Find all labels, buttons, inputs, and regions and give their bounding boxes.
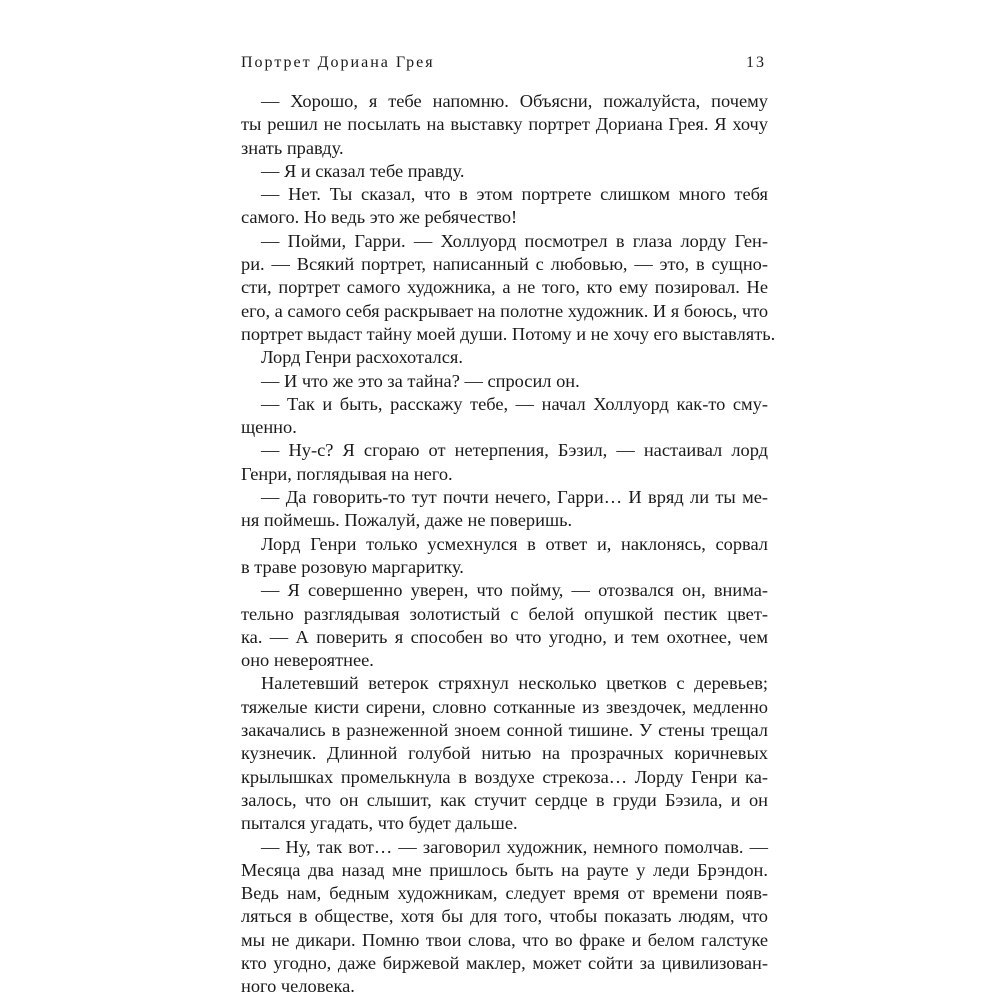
text-line: — Да говорить-то тут почти нечего, Гарри… И вряд ли ты ме- xyxy=(261,487,768,508)
text-line: Налетевший ветерок стряхнул несколько цветков с деревьев; xyxy=(261,673,768,694)
text-line: — Я совершенно уверен, что пойму, — отозвался он, внима- xyxy=(261,580,768,601)
text-line: ты решил не посылать на выставку портрет Дориана Грея. Я хочу xyxy=(241,114,768,135)
text-line: оно невероятнее. xyxy=(241,650,374,671)
text-line: пытался угадать, что будет дальше. xyxy=(241,813,518,834)
text-line: портрет выдаст тайну моей души. Потому и не хочу его выставлять. xyxy=(241,323,776,344)
text-line: ка. — А поверить я способен во что угодно, и тем охотнее, чем xyxy=(241,626,768,647)
text-line: Лорд Генри только усмехнулся в ответ и, наклонясь, сорвал xyxy=(261,533,768,554)
text-line: мы не дикари. Помню твои слова, что во фраке и белом галстуке xyxy=(241,929,768,950)
text-line: — Так и быть, расскажу тебе, — начал Холлуорд как-то сму- xyxy=(261,393,768,414)
text-line: сти, портрет самого художника, а не того, кто ему позировал. Не xyxy=(241,277,768,298)
text-line: самого. Но ведь это же ребячество! xyxy=(241,207,518,228)
text-line: — Пойми, Гарри. — Холлуорд посмотрел в глаза лорду Ген- xyxy=(261,230,768,251)
text-line: тяжелые кисти сирени, словно сотканные из звездочек, медленно xyxy=(241,696,768,717)
text-line: ри. — Всякий портрет, написанный с любовью, — это, в сущно- xyxy=(241,254,768,275)
text-line: — Я и сказал тебе правду. xyxy=(261,160,465,181)
text-line: тельно разглядывая золотистый с белой опушкой пестик цвет- xyxy=(241,603,768,624)
text-line: кто угодно, даже биржевой маклер, может сойти за цивилизован- xyxy=(241,952,768,973)
text-line: крылышках промелькнула в воздухе стрекоза… Лорду Генри ка- xyxy=(241,766,768,787)
text-line: Лорд Генри расхохотался. xyxy=(261,347,463,368)
text-line: его, а самого себя раскрывает на полотне художник. И я боюсь, что xyxy=(241,300,769,321)
text-line: знать правду. xyxy=(241,137,344,158)
text-line: — И что же это за тайна? — спросил он. xyxy=(261,370,580,391)
running-title: Портрет Дориана Грея xyxy=(241,54,435,71)
running-head xyxy=(241,52,766,74)
text-line: — Нет. Ты сказал, что в этом портрете слишком много тебя xyxy=(261,184,768,205)
text-line: ляться в обществе, хотя бы для того, чтобы показать людям, что xyxy=(241,906,768,927)
text-line: Месяца два назад мне пришлось быть на рауте у леди Брэндон. xyxy=(241,859,768,880)
text-line: Генри, поглядывая на него. xyxy=(241,463,453,484)
text-line: — Ну, так вот… — заговорил художник, немного помолчав. — xyxy=(261,836,768,857)
text-line: в траве розовую маргаритку. xyxy=(241,556,464,577)
text-line: ного человека. xyxy=(241,976,355,997)
text-line: — Хорошо, я тебе напомню. Объясни, пожалуйста, почему xyxy=(261,91,768,111)
text-line: Ведь нам, бедным художникам, следует время от времени появ- xyxy=(241,883,768,904)
text-line: кузнечик. Длинной голубой нитью на прозрачных коричневых xyxy=(241,743,768,764)
text-line: щенно. xyxy=(241,417,297,438)
page-number: 13 xyxy=(746,54,766,71)
body-text xyxy=(241,90,776,999)
text-line: закачались в разнеженной зноем сонной тишине. У стены трещал xyxy=(241,720,768,741)
text-line: — Ну-с? Я сгораю от нетерпения, Бэзил, — настаивал лорд xyxy=(261,440,768,461)
text-line: залось, что он слышит, как стучит сердце в груди Бэзила, и он xyxy=(241,789,768,810)
text-line: ня поймешь. Пожалуй, даже не поверишь. xyxy=(241,510,573,531)
